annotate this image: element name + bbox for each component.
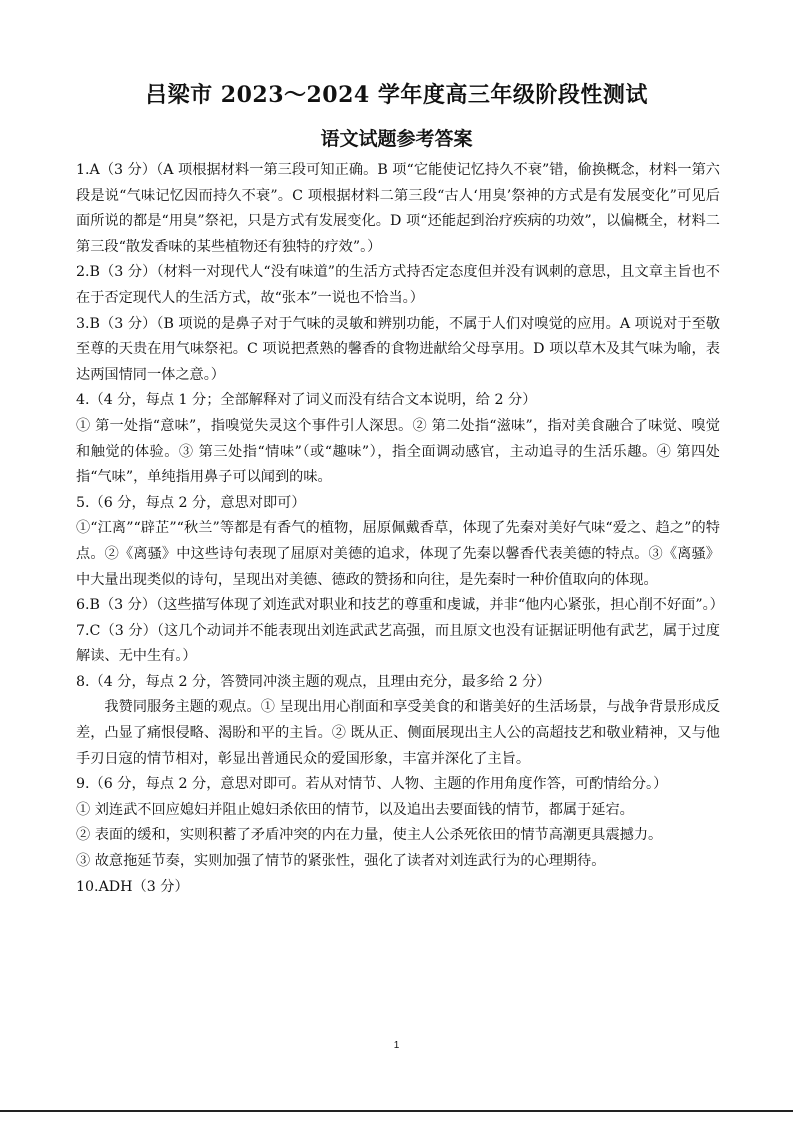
page-number: 1	[393, 1040, 400, 1051]
answer-3: 3.B（3 分）（B 项说的是鼻子对于气味的灵敏和辨别功能，不属于人们对嗅觉的应用。A 项说对于至敬至尊的天贵在用气味祭祀。C 项说把煮熟的馨香的食物进献给父母享用。D 项以草木及其气味为喻，表达两国情同一体之意。）	[76, 315, 720, 383]
answer-content	[76, 158, 724, 900]
answer-10: 10.ADH（3 分）	[76, 878, 189, 895]
answer-9-header: 9.（6 分，每点 2 分，意思对即可。若从对情节、人物、主题的作用角度作答，可酌情给分。）	[76, 776, 668, 793]
page-subtitle: 语文试题参考答案	[320, 128, 473, 150]
answer-8-header: 8.（4 分，每点 2 分，答赞同冲淡主题的观点，且理由充分，最多给 2 分）	[76, 673, 551, 690]
answer-5-header: 5.（6 分，每点 2 分，意思对即可）	[76, 494, 306, 511]
answer-5-body: ①“江离”“辟芷”“秋兰”等都是有香气的植物，屈原佩戴香草，体现了先秦对美好气味“爱之、趋之”的特点。②《离骚》中这些诗句表现了屈原对美德的追求，体现了先秦以馨香代表美德的特点。③《离骚》中大量出现类似的诗句，呈现出对美德、德政的赞扬和向往，是先秦时一种价值取向的体现。	[76, 520, 720, 588]
answer-9-point-2: ② 表面的缓和，实则积蓄了矛盾冲突的内在力量，使主人公杀死依田的情节高潮更具震撼力。	[76, 827, 663, 844]
answer-6: 6.B（3 分）（这些描写体现了刘连武对职业和技艺的尊重和虔诚，并非“他内心紧张，担心削不好面”。）	[76, 597, 724, 614]
answer-9-point-1: ① 刘连武不回应媳妇并阻止媳妇杀依田的情节，以及追出去要面钱的情节，都属于延宕。	[76, 801, 634, 818]
footer-divider	[0, 1110, 793, 1112]
answer-4-body: ① 第一处指“意味”，指嗅觉失灵这个事件引人深思。② 第二处指“滋味”，指对美食融合了味觉、嗅觉和触觉的体验。③ 第三处指“情味”（或“趣味”），指全面调动感官，主动追寻的生活乐趣。④ 第四处指“气味”，单纯指用鼻子可以闻到的味。	[76, 417, 720, 486]
answer-4-header: 4.（4 分，每点 1 分；全部解释对了词义而没有结合文本说明，给 2 分）	[76, 392, 537, 409]
answer-8-body: 我赞同服务主题的观点。① 呈现出用心削面和享受美食的和谐美好的生活场景，与战争背景形成反差，凸显了痛恨侵略、渴盼和平的主旨。② 既从正、侧面展现出主人公的高超技艺和敬业精神，又与他手刃日寇的情节相对，彰显出普通民众的爱国形象，丰富并深化了主旨。	[76, 699, 720, 767]
answer-9-point-3: ③ 故意拖延节奏，实则加强了情节的紧张性，强化了读者对刘连武行为的心理期待。	[76, 853, 606, 870]
answer-7: 7.C（3 分）（这几个动词并不能表现出刘连武武艺高强，而且原文也没有证据证明他有武艺，属于过度解读、无中生有。）	[76, 622, 720, 665]
page-title: 吕梁市 2023～2024 学年度高三年级阶段性测试	[145, 82, 648, 108]
answer-1: 1.A（3 分）（A 项根据材料一第三段可知正确。B 项“它能使记忆持久不衰”错，偷换概念，材料一第六段是说“气味记忆因而持久不衰”。C 项根据材料二第三段“古人‘用臭’祭神的方式是有发展变化”可见后面所说的都是“用臭”祭祀，只是方式有发展变化。D 项“还能起到治疗疾病的功效”，以偏概全，材料二第三段“散发香味的某些植物还有独特的疗效”。）	[76, 162, 720, 255]
answer-2: 2.B（3 分）（材料一对现代人“没有味道”的生活方式持否定态度但并没有讽刺的意思，且文章主旨也不在于否定现代人的生活方式，故“张本”一说也不恰当。）	[76, 264, 720, 306]
